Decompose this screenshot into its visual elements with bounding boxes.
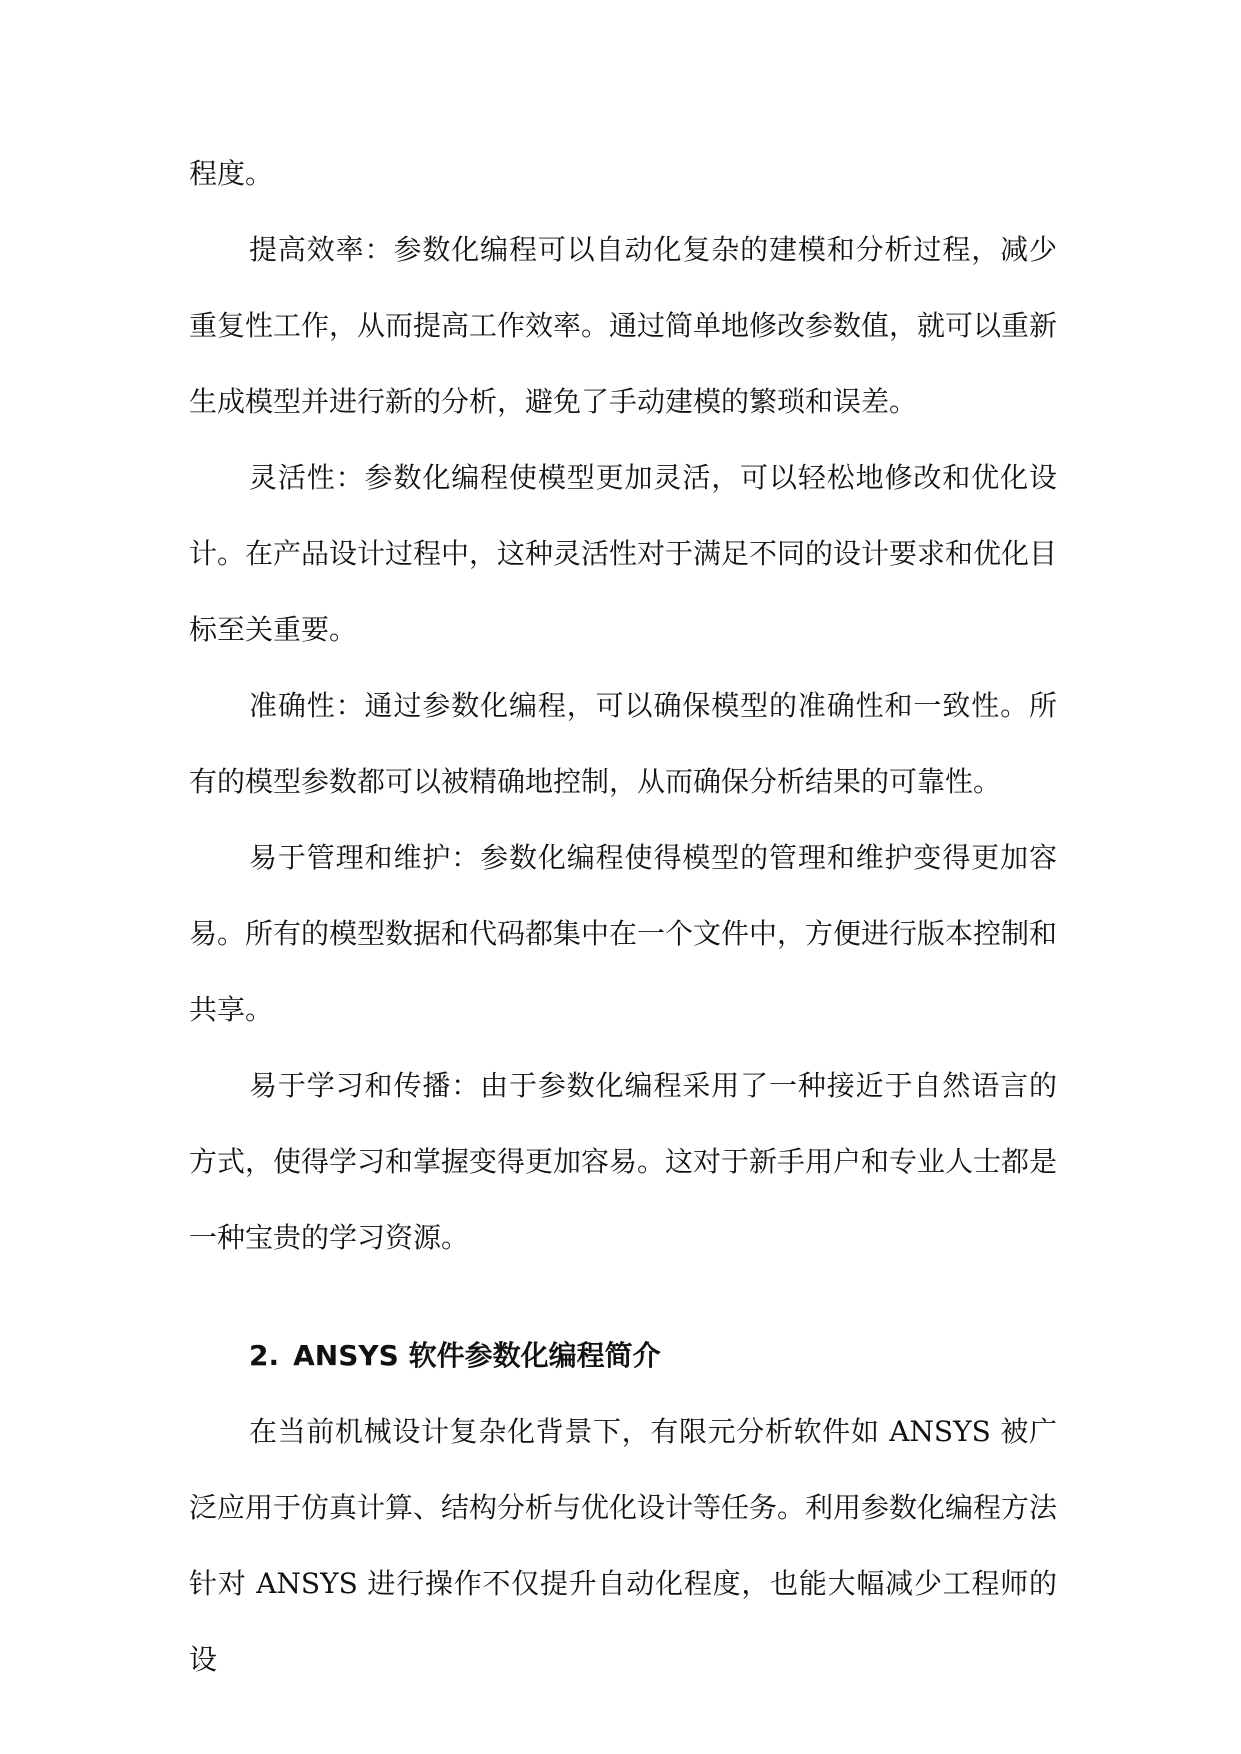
document-body — [189, 136, 1057, 1698]
paragraph-learning: 易于学习和传播：由于参数化编程采用了一种接近于自然语言的方式，使得学习和掌握变得更加容易。这对于新手用户和专业人士都是一种宝贵的学习资源。 — [189, 1069, 1058, 1254]
section-title: ANSYS 软件参数化编程简介 — [293, 1339, 661, 1372]
section-number: 2. — [249, 1339, 280, 1372]
paragraph-flexibility: 灵活性：参数化编程使模型更加灵活，可以轻松地修改和优化设计。在产品设计过程中，这种灵活性对于满足不同的设计要求和优化目标至关重要。 — [189, 461, 1058, 646]
paragraph-continuation: 程度。 — [189, 157, 274, 190]
paragraph-maintenance: 易于管理和维护：参数化编程使得模型的管理和维护变得更加容易。所有的模型数据和代码都集中在一个文件中，方便进行版本控制和共享。 — [189, 841, 1058, 1026]
paragraph-ansys-intro: 在当前机械设计复杂化背景下，有限元分析软件如 ANSYS 被广泛应用于仿真计算、结构分析与优化设计等任务。利用参数化编程方法针对 ANSYS 进行操作不仅提升自动化程度，也能大幅减少工程师的设 — [189, 1415, 1058, 1676]
section-heading — [189, 1318, 1057, 1394]
paragraph-efficiency: 提高效率：参数化编程可以自动化复杂的建模和分析过程，减少重复性工作，从而提高工作效率。通过简单地修改参数值，就可以重新生成模型并进行新的分析，避免了手动建模的繁琐和误差。 — [189, 233, 1058, 418]
paragraph-accuracy: 准确性：通过参数化编程，可以确保模型的准确性和一致性。所有的模型参数都可以被精确地控制，从而确保分析结果的可靠性。 — [189, 689, 1057, 798]
